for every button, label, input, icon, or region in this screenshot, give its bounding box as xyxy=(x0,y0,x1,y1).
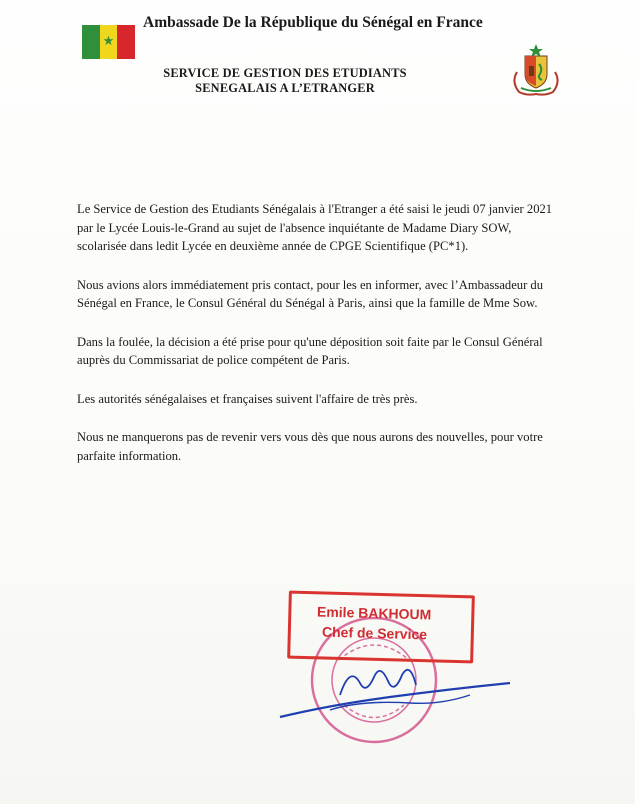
letter-body xyxy=(77,200,557,485)
service-heading-line-2: SENEGALAIS A L’ETRANGER xyxy=(195,81,375,95)
paragraph-2: Nous avions alors immédiatement pris contact, pour les en informer, avec l’Ambassadeur du Sénégal en France, le Consul Général du Sénégal à Paris, ainsi que la famille de Mme Sow. xyxy=(77,277,544,310)
signature-block xyxy=(270,585,530,755)
signatory-name: Emile BAKHOUM xyxy=(316,603,432,623)
embassy-title: Ambassade De la République du Sénégal en France xyxy=(143,14,483,31)
senegal-flag-icon xyxy=(82,25,135,59)
paragraph-5: Nous ne manquerons pas de revenir vers vous dès que nous aurons des nouvelles, pour votre parfaite information. xyxy=(77,430,543,463)
service-heading xyxy=(130,66,440,96)
paragraph-3: Dans la foulée, la décision a été prise pour qu'une déposition soit faite par le Consul Général auprès du Commissariat de police compétent de Paris. xyxy=(77,334,543,367)
signature-icon xyxy=(270,655,530,745)
service-heading-line-1: SERVICE DE GESTION DES ETUDIANTS xyxy=(163,66,407,80)
paragraph-1: Le Service de Gestion des Etudiants Sénégalais à l'Etranger a été saisi le jeudi 07 janvier 2021 par le Lycée Louis-le-Grand au sujet de l'absence inquiétante de Madame Diary SOW, scolarisée dans ledit Lycée en deuxième année de CPGE Scientifique (PC*1). xyxy=(77,202,553,253)
flag-star-icon: ★ xyxy=(102,34,115,50)
coat-of-arms-icon xyxy=(507,42,565,96)
signatory-title: Chef de Service xyxy=(321,623,428,643)
paragraph-4: Les autorités sénégalaises et françaises suivent l'affaire de très près. xyxy=(77,391,418,406)
